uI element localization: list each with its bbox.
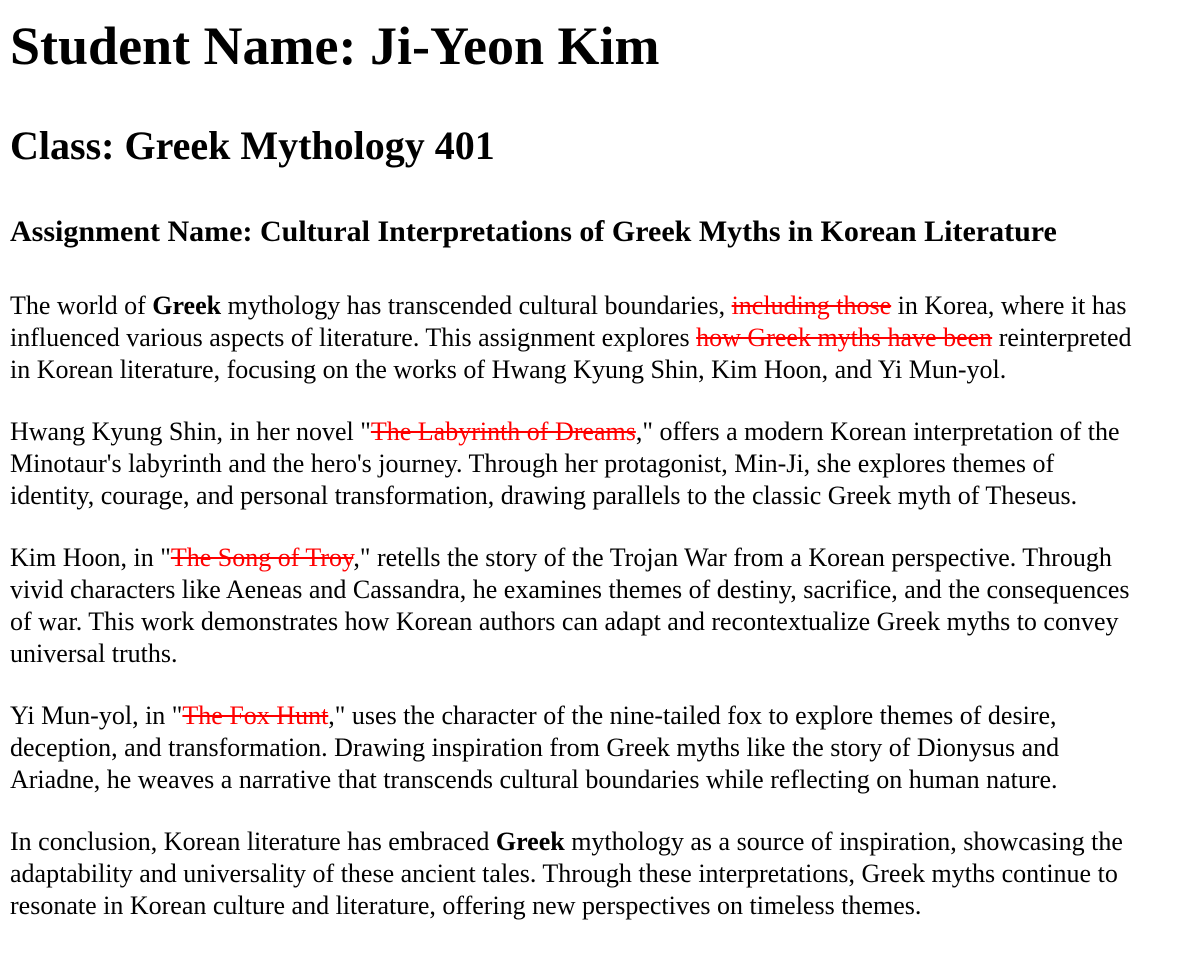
text-run: ," retells the story of the Trojan War from a Korean perspective. Through <box>353 543 1112 572</box>
text-run: Hwang Kyung Shin, in her novel " <box>10 417 371 446</box>
text-line <box>10 700 1200 732</box>
text-run: influenced various aspects of literature. This assignment explores <box>10 323 697 352</box>
text-line: deception, and transformation. Drawing inspiration from Greek myths like the story of Dionysus and <box>10 733 1060 762</box>
intro-paragraph <box>10 290 1200 386</box>
struck-title: The Labyrinth of Dreams <box>370 417 636 446</box>
text-run: The world of <box>10 291 153 320</box>
yi-paragraph <box>10 700 1200 796</box>
text-run: Kim Hoon, in " <box>10 543 171 572</box>
text-run: ," uses the character of the nine-tailed fox to explore themes of desire, <box>328 701 1057 730</box>
text-line <box>10 826 1200 858</box>
text-run: In conclusion, Korean literature has embraced <box>10 827 496 856</box>
struck-text: how Greek myths have been <box>696 323 993 352</box>
text-run: ," offers a modern Korean interpretation of the <box>635 417 1120 446</box>
text-line: in Korean literature, focusing on the works of Hwang Kyung Shin, Kim Hoon, and Yi Mun-yol. <box>10 355 1007 384</box>
text-line <box>10 322 1200 354</box>
bold-text: Greek <box>152 291 222 320</box>
text-line <box>10 542 1200 574</box>
text-run: mythology as a source of inspiration, showcasing the <box>564 827 1123 856</box>
bold-text: Greek <box>495 827 565 856</box>
document <box>10 0 1200 922</box>
text-line: resonate in Korean culture and literature, offering new perspectives on timeless themes. <box>10 891 922 920</box>
conclusion-paragraph <box>10 826 1200 922</box>
text-line <box>10 416 1200 448</box>
text-run: Yi Mun-yol, in " <box>10 701 183 730</box>
text-line: Minotaur's labyrinth and the hero's journey. Through her protagonist, Min-Ji, she explores themes of <box>10 449 1055 478</box>
hwang-paragraph <box>10 416 1200 512</box>
struck-text: including those <box>731 291 892 320</box>
kim-paragraph <box>10 542 1200 670</box>
class-name-heading: Class: Greek Mythology 401 <box>10 123 495 168</box>
text-line: identity, courage, and personal transformation, drawing parallels to the classic Greek myth of Theseus. <box>10 481 1078 510</box>
text-run: in Korea, where it has <box>891 291 1127 320</box>
struck-title: The Fox Hunt <box>182 701 329 730</box>
text-line: Ariadne, he weaves a narrative that transcends cultural boundaries while reflecting on human nature. <box>10 765 1058 794</box>
text-run: reinterpreted <box>992 323 1132 352</box>
assignment-name-heading: Assignment Name: Cultural Interpretations of Greek Myths in Korean Literature <box>10 215 1057 248</box>
text-line: universal truths. <box>10 639 178 668</box>
student-name-heading: Student Name: Ji-Yeon Kim <box>10 16 660 76</box>
text-line <box>10 290 1200 322</box>
text-run: mythology has transcended cultural boundaries, <box>221 291 732 320</box>
text-line: of war. This work demonstrates how Korean authors can adapt and recontextualize Greek myths to convey <box>10 607 1119 636</box>
text-line: adaptability and universality of these ancient tales. Through these interpretations, Greek myths continue to <box>10 859 1118 888</box>
struck-title: The Song of Troy <box>170 543 354 572</box>
text-line: vivid characters like Aeneas and Cassandra, he examines themes of destiny, sacrifice, and the consequences <box>10 575 1130 604</box>
